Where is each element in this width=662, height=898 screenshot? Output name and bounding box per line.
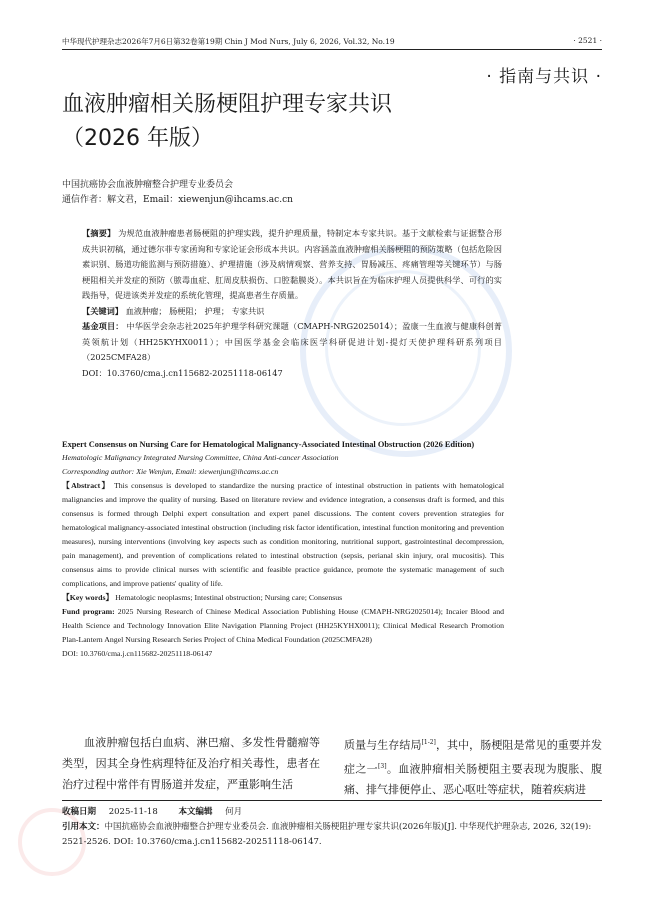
footer-rule [62, 800, 602, 801]
body-text-c: 。血液肿瘤相关肠梗阻主要表现为腹胀、腹痛、排气排便停止、恶心呕吐等症状，随着疾病进 [344, 762, 603, 797]
fund-line [82, 319, 502, 366]
english-abstract-label: 【Abstract】 [62, 481, 111, 490]
corresponding-author: 通信作者：解文君，Email：xiewenjun@ihcams.ac.cn [62, 195, 293, 205]
body-text-b: ，其中，肠梗阻是常见的重要并发症之一 [344, 738, 603, 776]
cite-label: 引用本文： [62, 822, 105, 832]
organization: 中国抗癌协会血液肿瘤整合护理专业委员会 [62, 180, 234, 190]
abstract-paragraph [82, 226, 502, 304]
received-date: 2025-11-18 [108, 807, 158, 817]
page-title [62, 88, 392, 156]
doi-line: DOI：10.3760/cma.j.cn115682-20251118-06147 [82, 367, 283, 378]
footer [62, 805, 602, 850]
abstract-text: 为规范血液肿瘤患者肠梗阻的护理实践，提升护理质量，特制定本专家共识。基于文献检索与证据整合形成共识初稿，通过德尔菲专家函询和专家论证会形成本共识。内容涵盖血液肿瘤相关肠梗阻的预防策略（包括危险因素识别、肠道功能监测与预防措施）、护理措施（涉及病情观察、营养支持、胃肠减压、疼痛管理等关键环节）与肠梗阻相关并发症的预防（脓毒血症、肛周皮肤损伤、口腔黏膜炎）。本共识旨在为临床护理人员提供科学、可行的实践指导，促进该类并发症的系统化管理，提高患者生存质量。 [82, 228, 502, 300]
english-fund-line [62, 605, 504, 647]
english-org: Hematologic Malignancy Integrated Nursing Committee, China Anti-cancer Association [62, 453, 339, 462]
abstract-label: 【摘要】 [82, 228, 116, 238]
english-title: Expert Consensus on Nursing Care for Hematological Malignancy-Associated Intestinal Obstruction (2026 Edition) [62, 440, 475, 449]
body-column-right [344, 732, 602, 800]
author-block [62, 178, 293, 208]
english-abstract-text: This consensus is developed to standardize the nursing practice of intestinal obstruction in patients with hematological malignancies and improve the quality of nursing. Based on literature review and evidence integration, a consensus draft is formed, and this consensus is formed through Delphi expert consultation and expert panel discussions. The content covers prevention strategies for hematological malignancy-associated intestinal obstruction (including risk factor identification, intestinal function monitoring and prevention measures), nursing interventions (involving key aspects such as condition monitoring, nutritional support, gastrointestinal decompression, pain management), and prevention of complications related to intestinal obstruction (sepsis, perianal skin injury, oral mucositis). This consensus aims to provide clinical nurses with scientific and feasible practice guidance, promote the systematic management of such complications, and improve patients' quality of life. [62, 481, 504, 588]
english-fund-label: Fund program: [62, 607, 115, 616]
header-rule [62, 49, 602, 50]
title-line-2: （2026 年版） [62, 126, 213, 151]
keywords-label: 【关键词】 [82, 305, 123, 316]
page-number: · 2521 · [573, 36, 602, 45]
journal-info: 中华现代护理杂志2026年7月6日第32卷第19期 Chin J Mod Nurs, July 6, 2026, Vol.32, No.19 [62, 37, 395, 46]
citation-ref: [1-2] [421, 739, 436, 746]
keywords-text: 血液肿瘤； 肠梗阻； 护理； 专家共识 [125, 305, 265, 316]
citation-line [62, 820, 602, 850]
english-abstract-paragraph [62, 479, 504, 591]
editor-label: 本文编辑 [178, 807, 213, 817]
editor-name: 何月 [225, 807, 243, 817]
english-doi-line: DOI: 10.3760/cma.j.cn115682-20251118-06147 [62, 649, 213, 658]
english-fund-text: 2025 Nursing Research of Chinese Medical Association Publishing House (CMAPH-NRG2025014); Incaier Blood and Health Science and Technology Innovation Elite Navigation Planning Project (HH25KYHX0011); Clinical Medical Research Promotion Plan-Lantern Angel Nursing Research Series Project of China Medical Foundation (2025CMFA28) [62, 607, 504, 644]
cite-text: 中国抗癌协会血液肿瘤整合护理专业委员会. 血液肿瘤相关肠梗阻护理专家共识(2026年版)[J]. 中华现代护理杂志, 2026, 32(19): 2521-2526. DOI: 10.3760/cma.j.cn115682-20251118-06147. [62, 822, 592, 847]
body-text-a: 质量与生存结局 [344, 738, 422, 752]
fund-label: 基金项目： [82, 321, 124, 331]
keywords-line [82, 304, 502, 320]
english-keywords-line [62, 591, 504, 605]
citation-ref: [3] [378, 762, 387, 770]
chinese-abstract [82, 226, 502, 381]
dates-line [62, 805, 602, 820]
english-corresponding: Corresponding author: Xie Wenjun, Email: xiewenjun@ihcams.ac.cn [62, 467, 279, 476]
english-keywords-text: Hematologic neoplasms; Intestinal obstruction; Nursing care; Consensus [115, 593, 343, 602]
body-column-left: 血液肿瘤包括白血病、淋巴瘤、多发性骨髓瘤等类型，因其全身性病理特征及治疗相关毒性，患者在治疗过程中常伴有胃肠道并发症，严重影响生活 [62, 736, 320, 791]
received-label: 收稿日期 [62, 807, 97, 817]
english-abstract [62, 438, 504, 661]
english-keywords-label: 【Key words】 [62, 593, 114, 602]
fund-text: 中华医学会杂志社2025年护理学科研究课题（CMAPH-NRG2025014）；盈康一生血液与健康科创菁英领航计划（HH25KYHX0011）；中国医学基金会临床医学科研促进计划-提灯天使护理科研系列项目（2025CMFA28） [82, 321, 502, 362]
running-header [62, 36, 602, 47]
section-tag: · 指南与共识 · [486, 67, 602, 87]
title-line-1: 血液肿瘤相关肠梗阻护理专家共识 [62, 92, 393, 117]
